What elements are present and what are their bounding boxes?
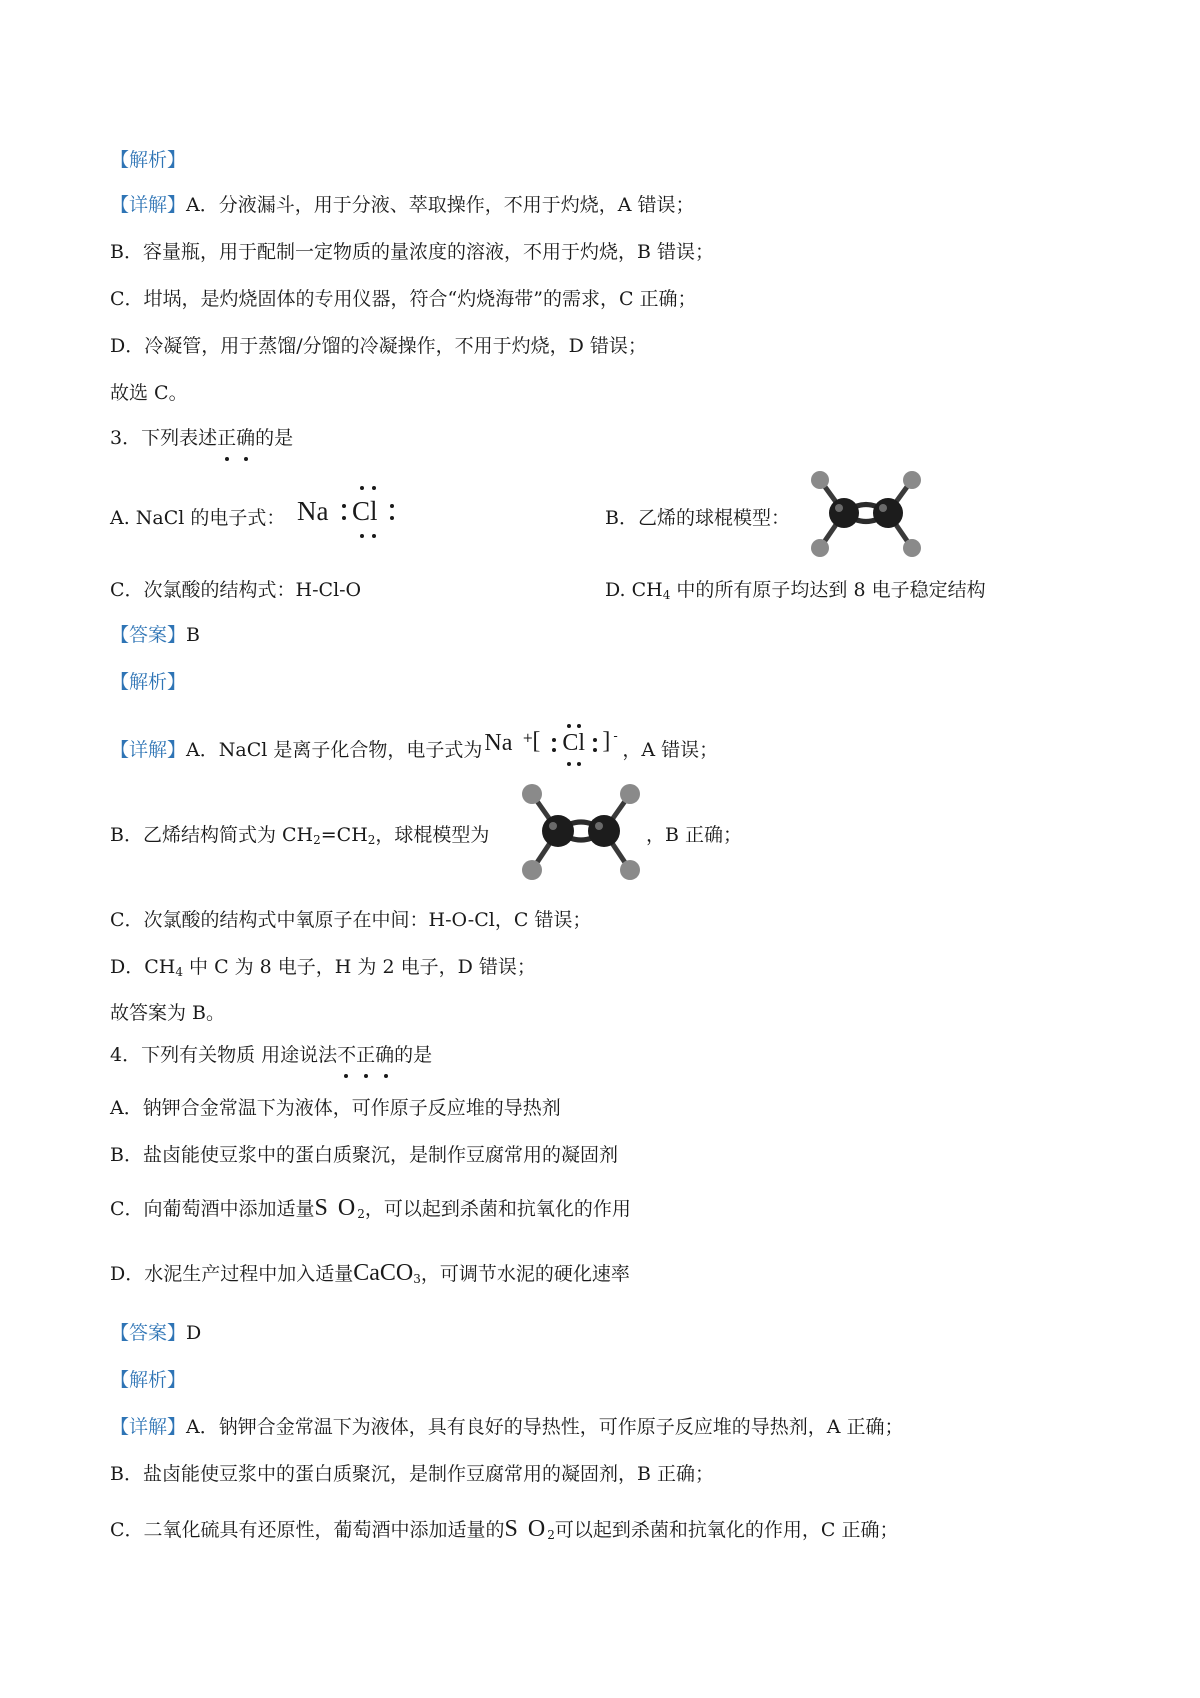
q4-explain-a: 【详解】A．钠钾合金常温下为液体，具有良好的导热性，可作原子反应堆的导热剂，A 正确； [110, 1416, 904, 1438]
q2-explain-c: C．坩埚，是灼烧固体的专用仪器，符合“灼烧海带”的需求，C 正确； [110, 288, 697, 310]
emphasis-word: 正确 [217, 427, 255, 449]
q3-option-b: B．乙烯的球棍模型： [605, 507, 790, 529]
q3-explain-a: 【详解】A．NaCl 是离子化合物，电子式为 Na + [ Cl ] - ，A 错误； [110, 726, 718, 766]
q3-explain-c: C．次氯酸的结构式中氧原子在中间：H-O-Cl，C 错误； [110, 909, 592, 931]
q3-option-c: C．次氯酸的结构式：H-Cl-O [110, 579, 362, 601]
q4-analysis-tag: 【解析】 [110, 1369, 187, 1391]
so2-formula: S O [314, 1195, 358, 1221]
q3-conclusion: 故答案为 B。 [110, 1002, 226, 1024]
q2-explain-d: D．冷凝管，用于蒸馏/分馏的冷凝操作，不用于灼烧，D 错误； [110, 335, 647, 357]
q4-answer: 【答案】D [110, 1322, 202, 1344]
ethylene-ball-stick-model [806, 466, 926, 562]
ethylene-ball-stick-model-explain [516, 780, 646, 884]
analysis-tag: 【解析】 [110, 149, 187, 171]
q2-explain-b: B．容量瓶，用于配制一定物质的量浓度的溶液，不用于灼烧，B 错误； [110, 241, 714, 263]
q4-explain-c: C．二氧化硫具有还原性，葡萄酒中添加适量的S $O_2$可以起到杀菌和抗氧化的作用，C 正确； [110, 1516, 899, 1542]
q4-explain-b: B．盐卤能使豆浆中的蛋白质聚沉，是制作豆腐常用的凝固剂，B 正确； [110, 1463, 714, 1485]
q4-option-d: D．水泥生产过程中加入适量CaCO$_3$，可调节水泥的硬化速率 [110, 1260, 630, 1286]
q2-conclusion: 故选 C。 [110, 382, 188, 404]
q3-answer: 【答案】B [110, 624, 200, 646]
nacl-ionic-formula-image: Na + [ Cl ] - [482, 726, 622, 766]
q3-explain-d: D．$CH_4$ 中 C 为 8 电子，H 为 2 电子，D 错误； [110, 956, 536, 979]
q3-option-a: A. NaCl 的电子式： [110, 507, 286, 529]
q3-explain-b-tail: ，B 正确； [646, 824, 743, 846]
q2-explain-a: 【详解】A．分液漏斗，用于分液、萃取操作，不用于灼烧，A 错误； [110, 194, 695, 216]
q3-explain-b: B．乙烯结构简式为 $CH_2=CH_2$，球棍模型为 [110, 824, 490, 847]
q3-stem: 3．下列表述正确 的是 [110, 425, 293, 451]
emphasis-word: 不正确 [337, 1044, 394, 1066]
so2-formula: S O [504, 1516, 548, 1542]
q3-option-d: D. $CH_4$ 中的所有原子均达到 8 电子稳定结构 [605, 579, 986, 602]
q4-option-b: B．盐卤能使豆浆中的蛋白质聚沉，是制作豆腐常用的凝固剂 [110, 1144, 618, 1166]
caco3-formula: CaCO [353, 1260, 414, 1286]
q4-stem: 4．下列有关物质 用途说法不正确 的是 [110, 1042, 432, 1068]
nacl-electron-formula-image: Na Cl [292, 482, 402, 542]
q3-analysis-tag: 【解析】 [110, 671, 187, 693]
q4-option-a: A．钠钾合金常温下为液体，可作原子反应堆的导热剂 [110, 1097, 561, 1119]
q4-option-c: C．向葡萄酒中添加适量S $O_2$，可以起到杀菌和抗氧化的作用 [110, 1195, 631, 1221]
